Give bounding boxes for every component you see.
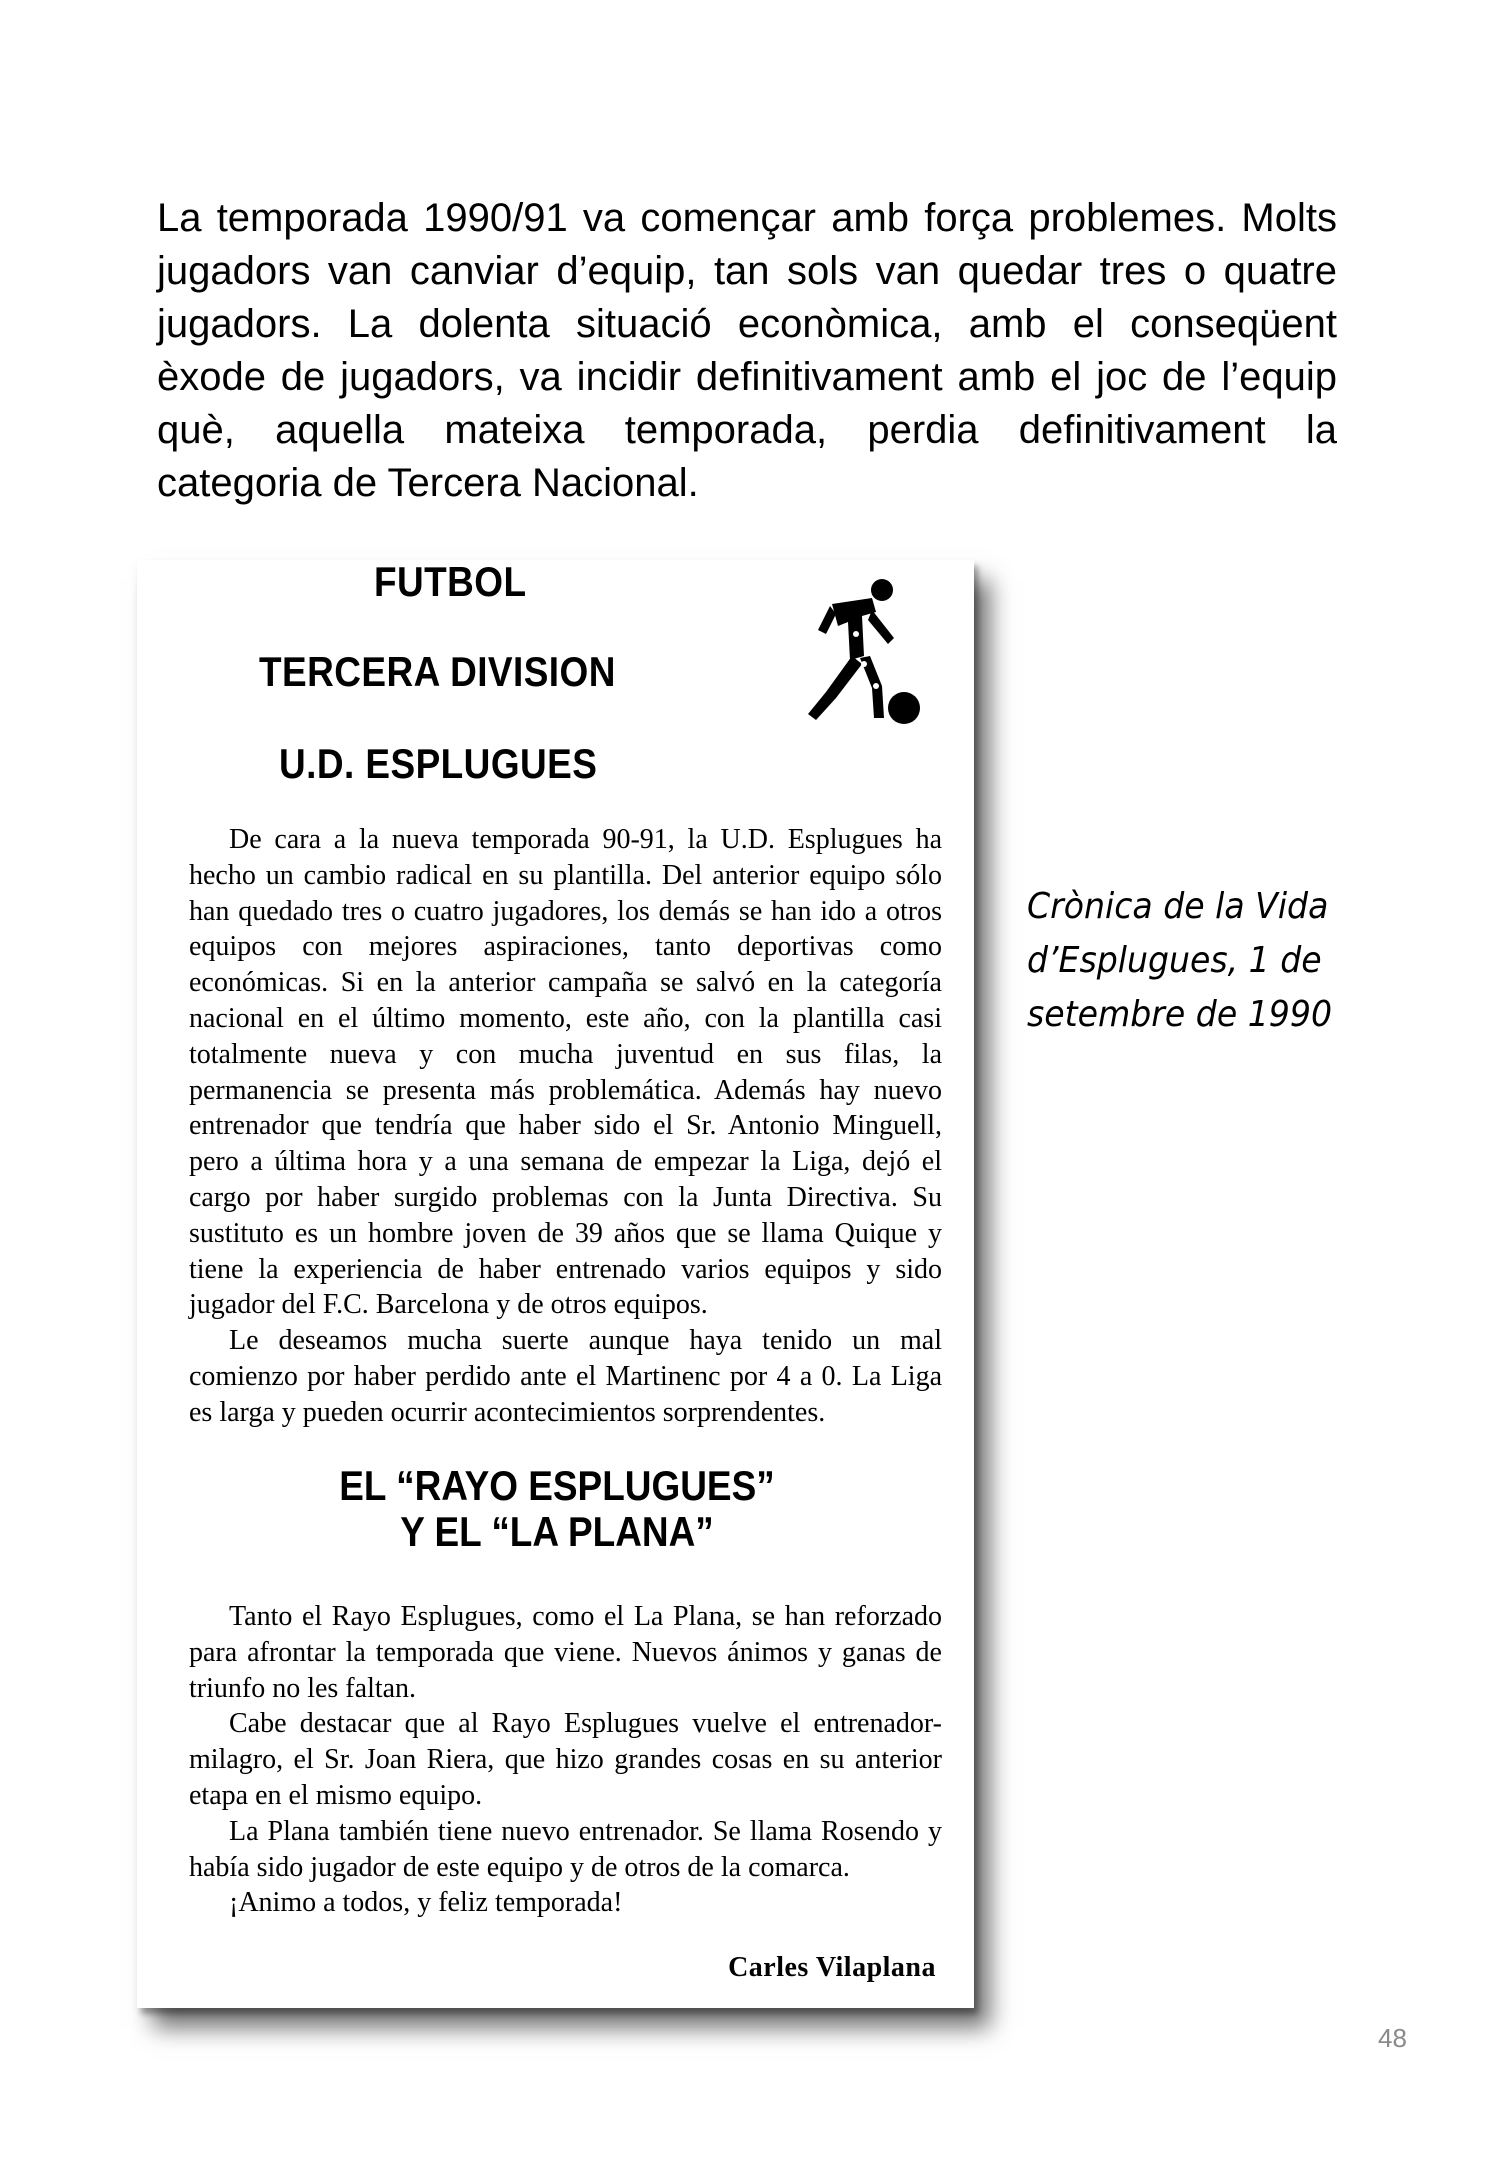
article-paragraph: Le deseamos mucha suerte aunque haya tenido un mal comienzo por haber perdido ante el Martinenc por 4 a 0. La Liga es larga y pueden ocurrir acontecimientos sorprendentes. — [189, 1325, 942, 1428]
article-paragraph: Tanto el Rayo Esplugues, como el La Plana, se han reforzado para afrontar la temporada que viene. Nuevos ánimos y ganas de triunfo no les faltan. — [189, 1601, 942, 1704]
subheadline-rayo-la-plana — [240, 1463, 874, 1555]
article-paragraph: La Plana también tiene nuevo entrenador. Se llama Rosendo y había sido jugador de este equipo y de otros de la comarca. — [189, 1815, 942, 1883]
caption-line: setembre de 1990 — [1027, 994, 1333, 1035]
article-paragraph: Cabe destacar que al Rayo Esplugues vuelve el entrenador-milagro, el Sr. Joan Riera, que hizo grandes cosas en su anterior etapa en el mismo equipo. — [189, 1708, 942, 1811]
article-paragraph: ¡Animo a todos, y feliz temporada! — [229, 1887, 623, 1919]
subheadline-line: Y EL “LA PLANA” — [400, 1508, 714, 1555]
headline-futbol: FUTBOL — [374, 558, 527, 605]
footballer-pictogram-icon — [802, 568, 922, 728]
article-paragraph: De cara a la nueva temporada 90-91, la U.D. Esplugues ha hecho un cambio radical en su plantilla. Del anterior equipo sólo han quedado tres o cuatro jugadores, los demás se han ido a otros equipos con mejores aspiraciones, tanto deportivas como económicas. Si en la anterior campaña se salvó en la categoría nacional en el último momento, este año, con la plantilla casi totalmente nueva y con mucha juventud en sus filas, la permanencia se presenta más problemática. Además hay nuevo entrenador que tendría que haber sido el Sr. Antonio Minguell, pero a última hora y a una semana de empezar la Liga, dejó el cargo por haber surgido problemas con la Junta Directiva. Su sustituto es un hombre joven de 39 años que se llama Quique y tiene la experiencia de haber entrenado varios equipos y sido jugador del F.C. Barcelona y de otros equipos. — [189, 824, 942, 1321]
subheadline-line: EL “RAYO ESPLUGUES” — [339, 1462, 775, 1509]
headline-ud-esplugues: U.D. ESPLUGUES — [279, 740, 598, 787]
newspaper-clipping — [137, 560, 974, 2008]
article-rayo-la-plana — [189, 1599, 942, 1921]
article-esplugues — [189, 822, 942, 1431]
author-signature: Carles Vilaplana — [728, 1952, 936, 1983]
page-number: 48 — [1378, 2023, 1407, 2053]
intro-paragraph: La temporada 1990/91 va començar amb força problemes. Molts jugadors van canviar d’equip, tan sols van quedar tres o quatre jugadors. La dolenta situació econòmica, amb el conseqüent èxode de jugadors, va incidir definitivament amb el joc de l’equip què, aquella mateixa temporada, perdia definitivament la categoria de Tercera Nacional. — [157, 196, 1337, 505]
headline-tercera-division: TERCERA DIVISION — [259, 648, 616, 695]
caption-line: d’Esplugues, 1 de — [1027, 940, 1322, 981]
caption-line: Crònica de la Vida — [1027, 886, 1329, 927]
clipping-caption — [1027, 880, 1340, 1042]
